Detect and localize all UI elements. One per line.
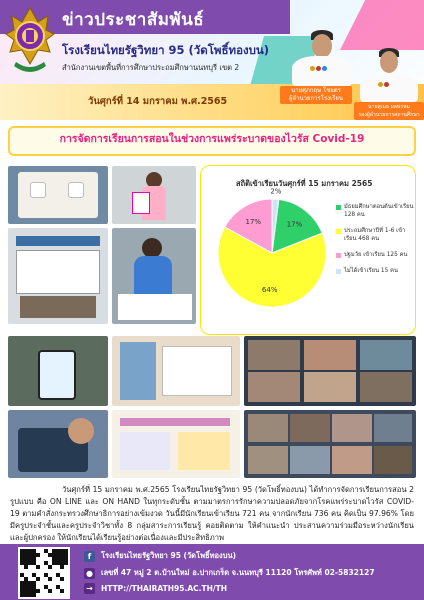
photo-video-call-grid: [244, 336, 416, 406]
qr-code-pattern: [20, 549, 68, 597]
photo-online-slides: [112, 410, 240, 478]
news-body-text: วันศุกร์ที่ 15 มกราคม พ.ศ.2565 โรงเรียนไทยรัฐวิทยา 95 (วัดโพธิ์ทองบน) ได้ทำการจัดการเรียนการสอน 2 รูปแบบ คือ ON LINE และ ON HAND ในทุกระดับชั้น ตามมาตรการรักษาความปลอดภัยจากโรคแพร่ระบาดไวรัส COVID-19 ตามคำสั่งกระทรวงศึกษาธิการอย่างเข้มงวด วันนี้มีนักเรียนเข้าเรียน 721 คน จากนักเรียน 736 คน คิดเป็น 97.96% โดยมีครูประจำชั้นและครูประจำวิชาทั้ง 8 กลุ่มสาระการเรียนรู้ คอยติดตาม ให้คำแนะนำ ประสานความร่วมมือระหว่างนักเรียนและผู้ปกครอง ให้นักเรียนได้เรียนรู้อย่างต่อเนื่องและมีประสิทธิภาพ: [10, 485, 414, 542]
section-title: การจัดการเรียนการสอนในช่วงการแพร่ระบาดของไวรัส Covid-19: [59, 133, 365, 145]
footer-address-row: [84, 567, 375, 579]
deputy-director-name-tag: [354, 102, 424, 120]
footer-website[interactable]: HTTP://THAIRATH95.AC.TH/TH: [101, 584, 228, 593]
pie-slice-label: 64%: [261, 286, 278, 295]
office-name: สำนักงานเขตพื้นที่การศึกษาประถมศึกษานนทบุรี เขต 2: [62, 63, 240, 72]
legend-swatch: [336, 269, 341, 274]
qr-code[interactable]: [18, 547, 70, 599]
qr-module: [64, 593, 68, 597]
attendance-pie-chart: [212, 187, 332, 314]
date-text: วันศุกร์ที่ 14 มกราคม พ.ศ.2565: [88, 96, 228, 107]
location-pin-icon: ●: [84, 568, 95, 579]
footer-website-row[interactable]: [84, 583, 227, 594]
chart-legend: [336, 203, 414, 283]
photo-video-call-grid-2: [244, 410, 416, 478]
legend-label: ไม่ได้เข้าเรียน 15 คน: [344, 268, 398, 274]
director-role: ผู้อำนวยการโรงเรียน: [289, 95, 343, 102]
legend-item: [336, 203, 414, 219]
photo-tablet-lesson: [8, 166, 108, 224]
legend-label: ประถมศึกษาปีที่ 1-6 เข้าเรียน 468 คน: [344, 228, 406, 242]
director-photo: [292, 24, 352, 86]
footer-address: เลขที่ 47 หมู่ 2 ต.บ้านใหม่ อ.ปากเกร็ด จ.นนทบุรี 11120 โทรศัพท์ 02-5832127: [101, 568, 375, 577]
pie-slice-label: 2%: [270, 187, 282, 196]
deputy-director-photo: [360, 42, 418, 102]
photo-online-class-laptop: [8, 228, 108, 324]
facebook-icon: f: [84, 551, 95, 562]
legend-swatch: [336, 253, 341, 258]
director-name-tag: [280, 86, 352, 104]
legend-swatch: [336, 229, 341, 234]
director-name: นายศุภกฤษ โชยตร: [291, 87, 341, 94]
legend-item: [336, 251, 414, 259]
deputy-director-name: นายสุเมธ ผลพรหม: [368, 104, 410, 110]
legend-swatch: [336, 205, 341, 210]
footer-facebook: โรงเรียนไทยรัฐวิทยา 95 (วัดโพธิ์ทองบน): [101, 551, 237, 560]
photo-worksheet-lesson: [112, 336, 240, 406]
legend-item: [336, 267, 414, 275]
legend-item: [336, 227, 414, 243]
chart-title: สถิติเข้าเรียนวันศุกร์ที่ 15 มกราคม 2565: [236, 179, 373, 188]
photo-student-writing: [112, 228, 196, 324]
photo-student-drawing: [112, 166, 196, 224]
photo-phone-lesson: [8, 336, 108, 406]
pie-slice-label: 17%: [286, 220, 303, 229]
pie-slice-label: 17%: [245, 217, 262, 226]
photo-child-tablet: [8, 410, 108, 478]
school-name: โรงเรียนไทยรัฐวิทยา 95 (วัดโพธิ์ทองบน): [62, 43, 270, 57]
legend-label: ปฐมวัย เข้าเรียน 125 คน: [344, 252, 408, 258]
school-emblem-icon: [4, 6, 56, 80]
news-title: ข่าวประชาสัมพันธ์: [62, 10, 205, 30]
legend-label: มัธยมศึกษาตอนต้นเข้าเรียน 128 คน: [344, 204, 414, 218]
deputy-director-role: รองผู้อำนวยการสถานศึกษา: [358, 112, 420, 118]
link-icon: →: [84, 583, 95, 594]
footer-facebook-row[interactable]: [84, 550, 236, 562]
